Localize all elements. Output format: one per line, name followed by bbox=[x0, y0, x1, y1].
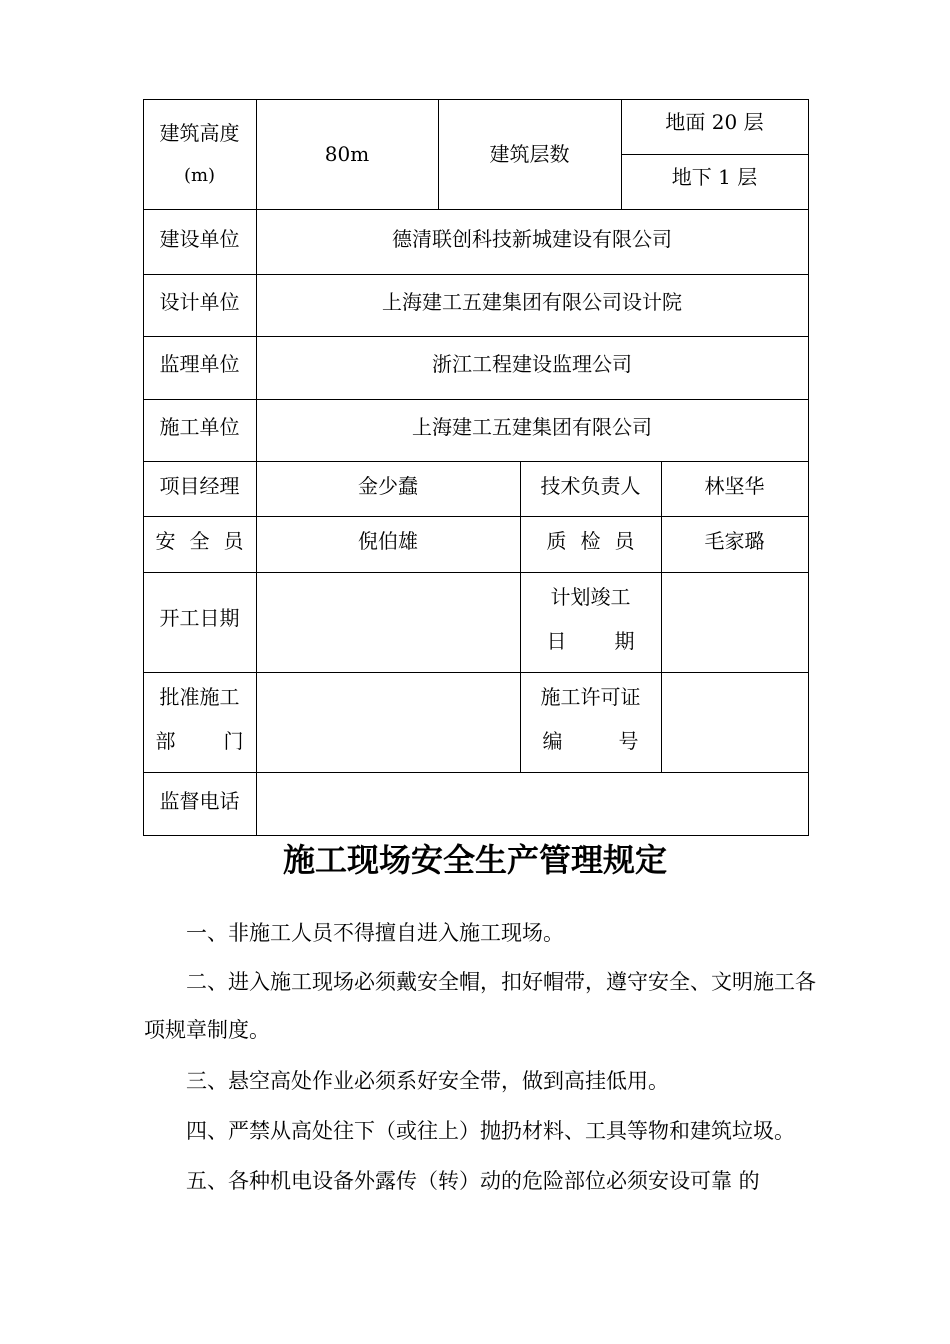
org-label: 监理单位 bbox=[159, 352, 240, 376]
rule-paragraph: 一、非施工人员不得擅自进入施工现场。 bbox=[186, 921, 564, 945]
phone-value bbox=[256, 772, 808, 835]
approve-label: 批准施工 部 门 bbox=[155, 685, 244, 753]
approve-value bbox=[256, 672, 520, 772]
safety-label: 安 全 员 bbox=[155, 529, 244, 553]
floors-label: 建筑层数 bbox=[489, 142, 570, 166]
height-label-cell bbox=[143, 99, 256, 209]
rule-paragraph: 四、严禁从高处往下（或往上）抛扔材料、工具等物和建筑垃圾。 bbox=[186, 1119, 795, 1143]
org-label: 设计单位 bbox=[159, 290, 240, 314]
rule-paragraph: 二、进入施工现场必须戴安全帽，扣好帽带，遵守安全、文明施工各项规章制度。 bbox=[144, 970, 816, 1042]
manager-label: 项目经理 bbox=[159, 474, 240, 498]
floors-above: 地面 20 层 bbox=[665, 110, 764, 134]
height-unit: (m) bbox=[183, 165, 216, 186]
safety-value: 倪伯雄 bbox=[358, 529, 418, 553]
manager-value: 金少蠢 bbox=[358, 474, 418, 498]
page-title: 施工现场安全生产管理规定 bbox=[282, 841, 667, 879]
qc-value: 毛家璐 bbox=[704, 529, 765, 553]
start-label: 开工日期 bbox=[159, 606, 240, 630]
permit-label: 施工许可证 编 号 bbox=[540, 685, 641, 753]
finish-value bbox=[661, 572, 808, 672]
permit-value bbox=[661, 672, 808, 772]
org-value: 上海建工五建集团有限公司设计院 bbox=[382, 290, 682, 314]
org-value: 浙江工程建设监理公司 bbox=[432, 352, 632, 376]
org-value: 上海建工五建集团有限公司 bbox=[412, 415, 652, 439]
qc-label: 质 检 员 bbox=[546, 529, 635, 553]
org-value: 德清联创科技新城建设有限公司 bbox=[392, 227, 672, 251]
phone-label: 监督电话 bbox=[159, 789, 240, 813]
tech-label: 技术负责人 bbox=[540, 474, 641, 498]
floors-below: 地下 1 层 bbox=[671, 165, 758, 189]
height-value: 80m bbox=[324, 142, 370, 166]
rule-paragraph: 五、各种机电设备外露传（转）动的危险部位必须安设可靠 的 bbox=[186, 1169, 760, 1193]
height-label: 建筑高度 bbox=[159, 121, 240, 145]
org-label: 建设单位 bbox=[159, 227, 240, 251]
org-label: 施工单位 bbox=[159, 415, 240, 439]
rule-paragraph: 三、悬空高处作业必须系好安全带，做到高挂低用。 bbox=[186, 1069, 669, 1093]
tech-value: 林坚华 bbox=[704, 474, 765, 498]
finish-label: 计划竣工 日 期 bbox=[546, 585, 635, 653]
start-value bbox=[256, 572, 520, 672]
